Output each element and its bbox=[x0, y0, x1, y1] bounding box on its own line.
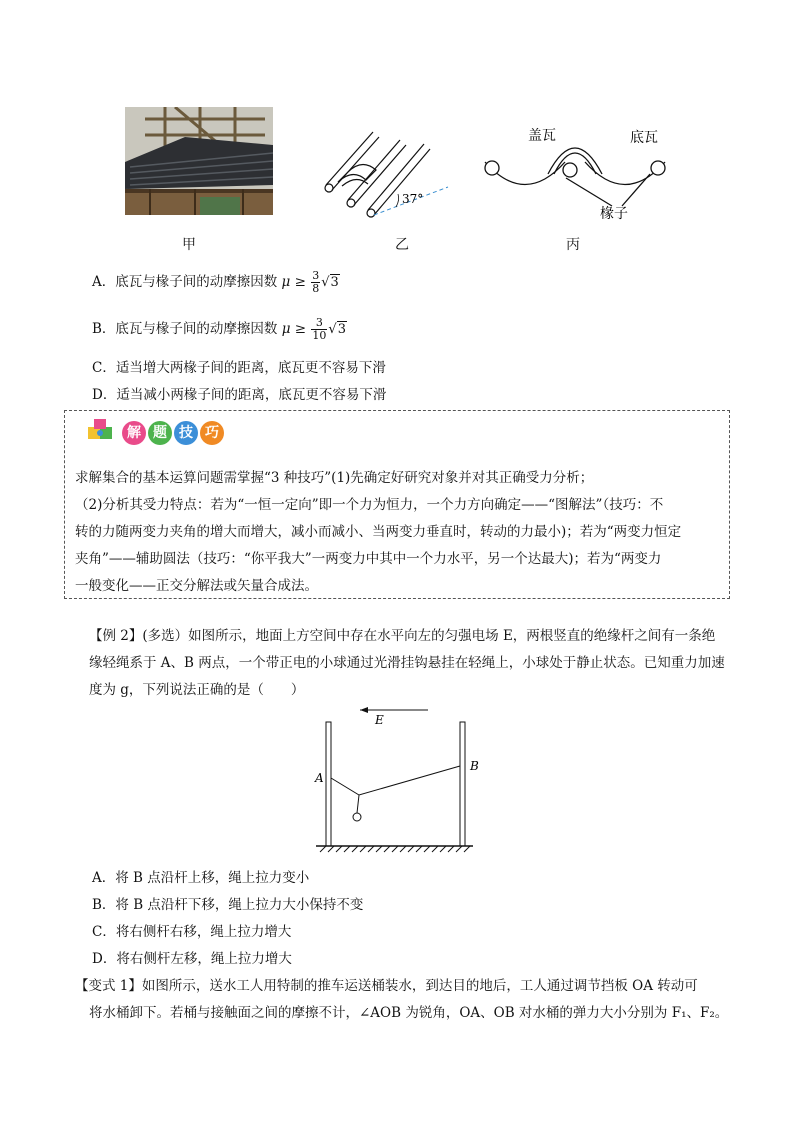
fraction-denominator: 8 bbox=[312, 282, 320, 295]
tip-badge-2: 题 bbox=[148, 421, 172, 445]
chuanzi-label: 椽子 bbox=[600, 206, 628, 222]
tip-badge-4: 巧 bbox=[200, 421, 224, 445]
sqrt-radicand: 3 bbox=[330, 275, 339, 290]
option2-a[interactable]: A．将 B 点沿杆上移，绳上拉力变小 bbox=[92, 870, 310, 886]
option-a[interactable] bbox=[92, 270, 340, 295]
tip-badge-1: 解 bbox=[122, 421, 146, 445]
tip-line-1: 求解集合的基本运算问题需掌握“3 种技巧”(1)先确定好研究对象并对其正确受力分析； bbox=[75, 470, 594, 486]
variant1-line-1: 【变式 1】如图所示，送水工人用特制的推车运送桶装水，到达目的地后，工人通过调节挡板 OA 转动可 bbox=[75, 978, 698, 994]
point-label-b: B bbox=[470, 759, 479, 773]
roof-photo bbox=[125, 107, 273, 215]
gaiwa-label: 盖瓦 bbox=[528, 128, 556, 144]
figure-caption-jia: 甲 bbox=[182, 237, 196, 253]
option2-b[interactable]: B．将 B 点沿杆下移，绳上拉力大小保持不变 bbox=[92, 897, 364, 913]
rafter-tile-diagram bbox=[318, 130, 454, 222]
example2-line-2: 缘轻绳系于 A、B 两点，一个带正电的小球通过光滑挂钩悬挂在轻绳上，小球处于静止状态。已知重力加速 bbox=[89, 655, 725, 671]
electric-field-diagram bbox=[310, 700, 500, 860]
option-c[interactable]: C．适当增大两椽子间的距离，底瓦更不容易下滑 bbox=[92, 360, 386, 376]
option-b[interactable] bbox=[92, 317, 347, 342]
tip-line-2: （2)分析其受力特点：若为“一恒一定向”即一个力为恒力，一个力方向确定——“图解法”（技巧：不 bbox=[75, 497, 664, 513]
point-label-a: A bbox=[315, 771, 324, 785]
option-b-text: B．底瓦与椽子间的动摩擦因数 bbox=[92, 321, 278, 337]
sqrt-symbol: √3 bbox=[328, 322, 346, 337]
fraction-numerator: 3 bbox=[312, 269, 320, 282]
field-label-e: E bbox=[375, 713, 384, 727]
example2-line-1: 【例 2】(多选）如图所示，地面上方空间中存在水平向左的匀强电场 E，两根竖直的绝缘杆之间有一条绝 bbox=[89, 628, 716, 644]
fraction-numerator: 3 bbox=[311, 317, 327, 330]
tip-line-5: 一般变化——正交分解法或矢量合成法。 bbox=[75, 578, 318, 594]
example2-line-3: 度为 g，下列说法正确的是（ ） bbox=[89, 682, 305, 698]
option-a-text: A．底瓦与椽子间的动摩擦因数 bbox=[92, 274, 278, 290]
option-b-mu: μ ≥ bbox=[281, 321, 307, 337]
variant1-line-2: 将水桶卸下。若桶与接触面之间的摩擦不计，∠AOB 为锐角，OA、OB 对水桶的弹力大小分别为 F₁、F₂。 bbox=[89, 1005, 729, 1021]
option-a-mu: μ ≥ bbox=[281, 274, 306, 290]
sqrt-radicand: 3 bbox=[337, 322, 346, 337]
angle-label: 37° bbox=[402, 192, 424, 206]
option2-c[interactable]: C．将右侧杆右移，绳上拉力增大 bbox=[92, 924, 292, 940]
figure-caption-yi: 乙 bbox=[395, 237, 409, 253]
puzzle-icon bbox=[86, 417, 116, 443]
tip-line-4: 夹角”——辅助圆法（技巧：“你平我大”一两变力中其中一个力水平，另一个达最大)；若为“两变力 bbox=[75, 551, 662, 567]
tip-line-3: 转的力随两变力夹角的增大而增大，减小而减小、当两变力垂直时，转动的力最小)；若为“两变力恒定 bbox=[75, 524, 682, 540]
sqrt-symbol: √3 bbox=[321, 275, 339, 290]
option-b-fraction bbox=[311, 317, 327, 342]
option2-d[interactable]: D．将右侧杆左移，绳上拉力增大 bbox=[92, 951, 292, 967]
fraction-denominator: 10 bbox=[312, 329, 327, 342]
tip-badge-3: 技 bbox=[174, 421, 198, 445]
option-d[interactable]: D．适当减小两椽子间的距离，底瓦更不容易下滑 bbox=[92, 387, 387, 403]
diwa-label: 底瓦 bbox=[630, 130, 658, 146]
figure-caption-bing: 丙 bbox=[566, 237, 580, 253]
tile-cross-section bbox=[480, 122, 670, 222]
option-a-fraction bbox=[311, 270, 320, 295]
